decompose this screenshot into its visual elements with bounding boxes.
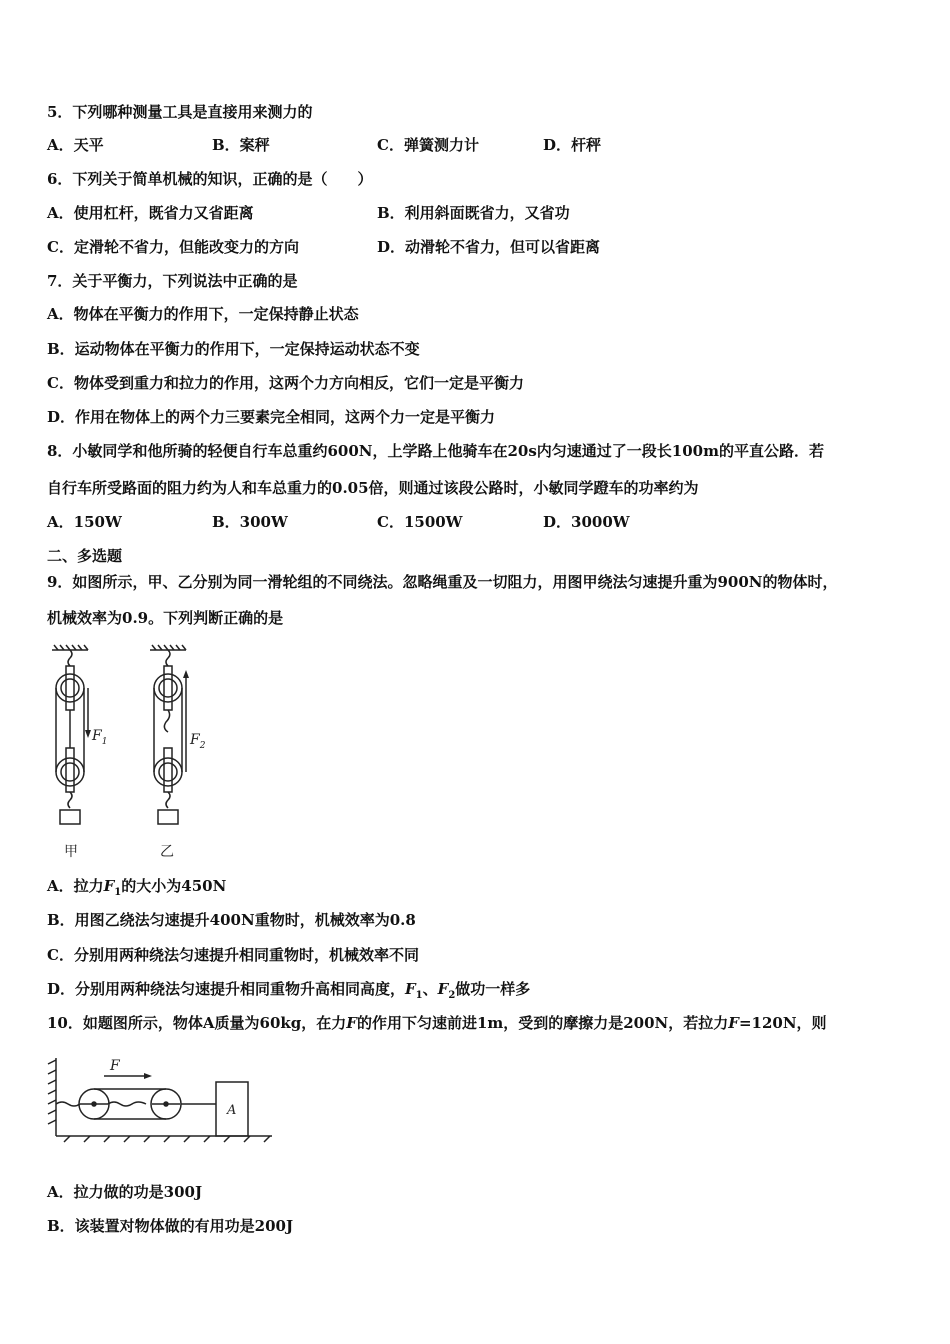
q10-stem-var: F [346,1014,357,1032]
q10-stem-pre: 10．如题图所示，物体A质量为60kg，在力 [47,1014,347,1032]
q9-option-d-sub1: 1 [415,990,423,1001]
q9-option-d-post: 做功一样多 [455,980,531,998]
pulley-figure [40,644,230,864]
q9-option-a-var: F [103,877,115,895]
label-yi: 乙 [160,844,174,860]
q9-option-d-mid: 、 [422,980,438,998]
q6-option-c[interactable]: C．定滑轮不省力，但能改变力的方向 [47,238,299,256]
q10-stem-post: =120N，则 [738,1014,827,1032]
q8-option-d[interactable]: D．3000W [543,513,630,531]
q5-option-a[interactable]: A．天平 [47,136,104,154]
q8-option-c[interactable]: C．1500W [377,513,463,531]
q5-option-d[interactable]: D．杆秤 [543,136,602,154]
q9-option-a[interactable] [47,876,226,903]
q8-stem-line1: 8．小敏同学和他所骑的轻便自行车总重约600N，上学路上他骑车在20s内匀速通过了一段长100m的平直公路．若 [47,442,824,460]
q9-option-a-pre: A．拉力 [47,877,104,895]
q10-option-b[interactable]: B．该装置对物体做的有用功是200J [47,1217,294,1235]
q10-stem [47,1013,827,1033]
arrow-f2 [183,670,189,678]
ceiling-yi [150,645,186,824]
q6-option-d[interactable]: D．动滑轮不省力，但可以省距离 [377,238,601,256]
label-f2: $F_2$ [190,732,206,751]
q9-option-c[interactable]: C．分别用两种绕法匀速提升相同重物时，机械效率不同 [47,946,419,964]
q9-stem-line2: 机械效率为0.9。下列判断正确的是 [47,609,284,627]
label-force: F [110,1058,120,1074]
label-jia: 甲 [64,844,78,860]
q10-option-a[interactable]: A．拉力做的功是300J [47,1183,203,1201]
horizontal-pulley-figure [44,1052,276,1144]
q7-stem: 7．关于平衡力，下列说法中正确的是 [47,272,298,290]
q8-option-b[interactable]: B．300W [212,513,288,531]
q6-stem: 6．下列关于简单机械的知识，正确的是（ ） [47,170,373,188]
q7-option-d[interactable]: D．作用在物体上的两个力三要素完全相同，这两个力一定是平衡力 [47,408,496,426]
label-f1: $F_1$ [92,728,108,747]
ceiling-jia [52,645,88,824]
q7-option-b[interactable]: B．运动物体在平衡力的作用下，一定保持运动状态不变 [47,340,420,358]
q7-option-c[interactable]: C．物体受到重力和拉力的作用，这两个力方向相反，它们一定是平衡力 [47,374,524,392]
q5-option-b[interactable]: B．案秤 [212,136,270,154]
q9-option-b[interactable]: B．用图乙绕法匀速提升400N重物时，机械效率为0.8 [47,911,416,929]
q9-stem-line1: 9．如图所示，甲、乙分别为同一滑轮组的不同绕法。忽略绳重及一切阻力，用图甲绕法匀速提升重为900N的物体时， [47,573,838,591]
q5-option-c[interactable]: C．弹簧测力计 [377,136,479,154]
q9-option-d-var2: F [437,980,449,998]
q10-stem-mid: 的作用下匀速前进1m，受到的摩擦力是200N，若拉力 [356,1014,729,1032]
q8-stem-line2: 自行车所受路面的阻力约为人和车总重力的0.05倍，则通过该段公路时，小敏同学蹬车的功率约为 [47,479,699,497]
q10-stem-var2: F [728,1014,739,1032]
section-heading: 二、多选题 [47,547,123,565]
q9-option-d-pre: D．分别用两种绕法匀速提升相同重物升高相同高度， [47,980,406,998]
label-block-a: A [227,1103,237,1118]
arrow-f [144,1073,152,1079]
q9-option-a-post: 的大小为450N [121,877,227,895]
q9-option-a-sub: 1 [114,887,122,898]
q5-stem: 5．下列哪种测量工具是直接用来测力的 [47,103,313,121]
q8-option-a[interactable]: A．150W [47,513,122,531]
arrow-f1 [85,730,91,738]
q9-option-d-var1: F [405,980,416,998]
q9-option-d-sub2: 2 [448,990,456,1001]
q6-option-a[interactable]: A．使用杠杆，既省力又省距离 [47,204,254,222]
q9-option-d[interactable] [47,979,530,1006]
q7-option-a[interactable]: A．物体在平衡力的作用下，一定保持静止状态 [47,305,359,323]
q6-option-b[interactable]: B．利用斜面既省力，又省功 [377,204,570,222]
